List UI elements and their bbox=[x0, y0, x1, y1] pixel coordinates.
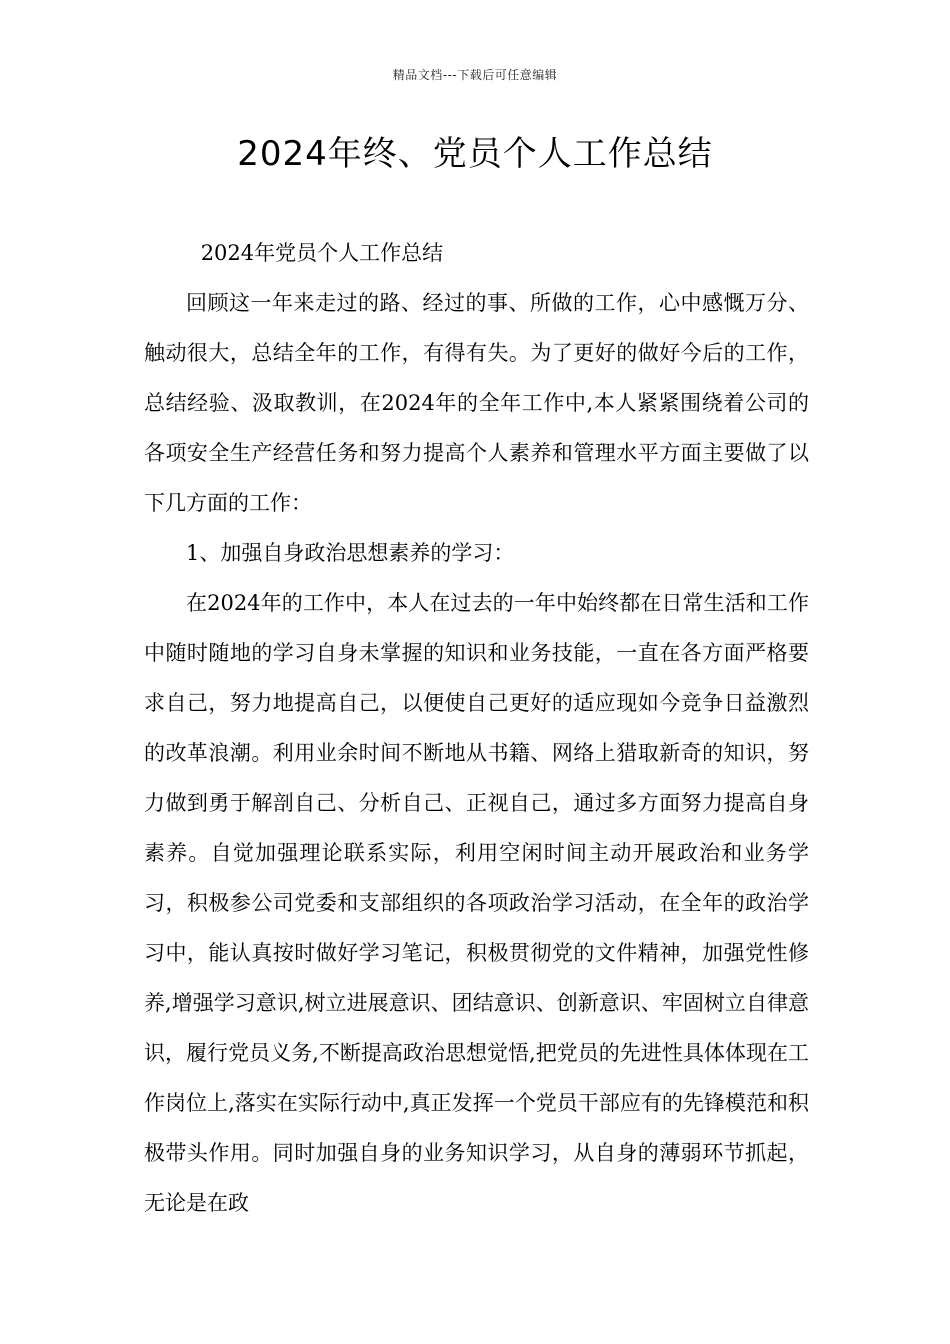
section-heading-1: 1、加强自身政治思想素养的学习： bbox=[186, 541, 515, 565]
paragraph-intro: 回顾这一年来走过的路、经过的事、所做的工作，心中感慨万分、触动很大，总结全年的工作，有得有失。为了更好的做好今后的工作，总结经验、汲取教训，在2024年的全年工作中,本人紧紧围绕着公司的各项安全生产经营任务和努力提高个人素养和管理水平方面主要做了以下几方面的工作： bbox=[144, 291, 809, 515]
header-note: 精品文档---下载后可任意编辑 bbox=[392, 68, 558, 82]
document-subtitle: 2024年党员个人工作总结 bbox=[200, 241, 444, 265]
document-title: 2024年终、党员个人工作总结 bbox=[237, 134, 713, 174]
paragraph-section-1: 在2024年的工作中，本人在过去的一年中始终都在日常生活和工作中随时随地的学习自身未掌握的知识和业务技能，一直在各方面严格要求自己，努力地提高自己，以便使自己更好的适应现如今竞争日益激烈的改革浪潮。利用业余时间不断地从书籍、网络上猎取新奇的知识，努力做到勇于解剖自己、分析自己、正视自己，通过多方面努力提高自身素养。自觉加强理论联系实际，利用空闲时间主动开展政治和业务学习，积极参公司党委和支部组织的各项政治学习活动，在全年的政治学习中，能认真按时做好学习笔记，积极贯彻党的文件精神，加强党性修养,增强学习意识,树立进展意识、团结意识、创新意识、牢固树立自律意识，履行党员义务,不断提高政治思想觉悟,把党员的先进性具体体现在工作岗位上,落实在实际行动中,真正发挥一个党员干部应有的先锋模范和积极带头作用。同时加强自身的业务知识学习，从自身的薄弱环节抓起，无论是在政 bbox=[144, 591, 809, 1215]
document-body bbox=[144, 228, 809, 1228]
